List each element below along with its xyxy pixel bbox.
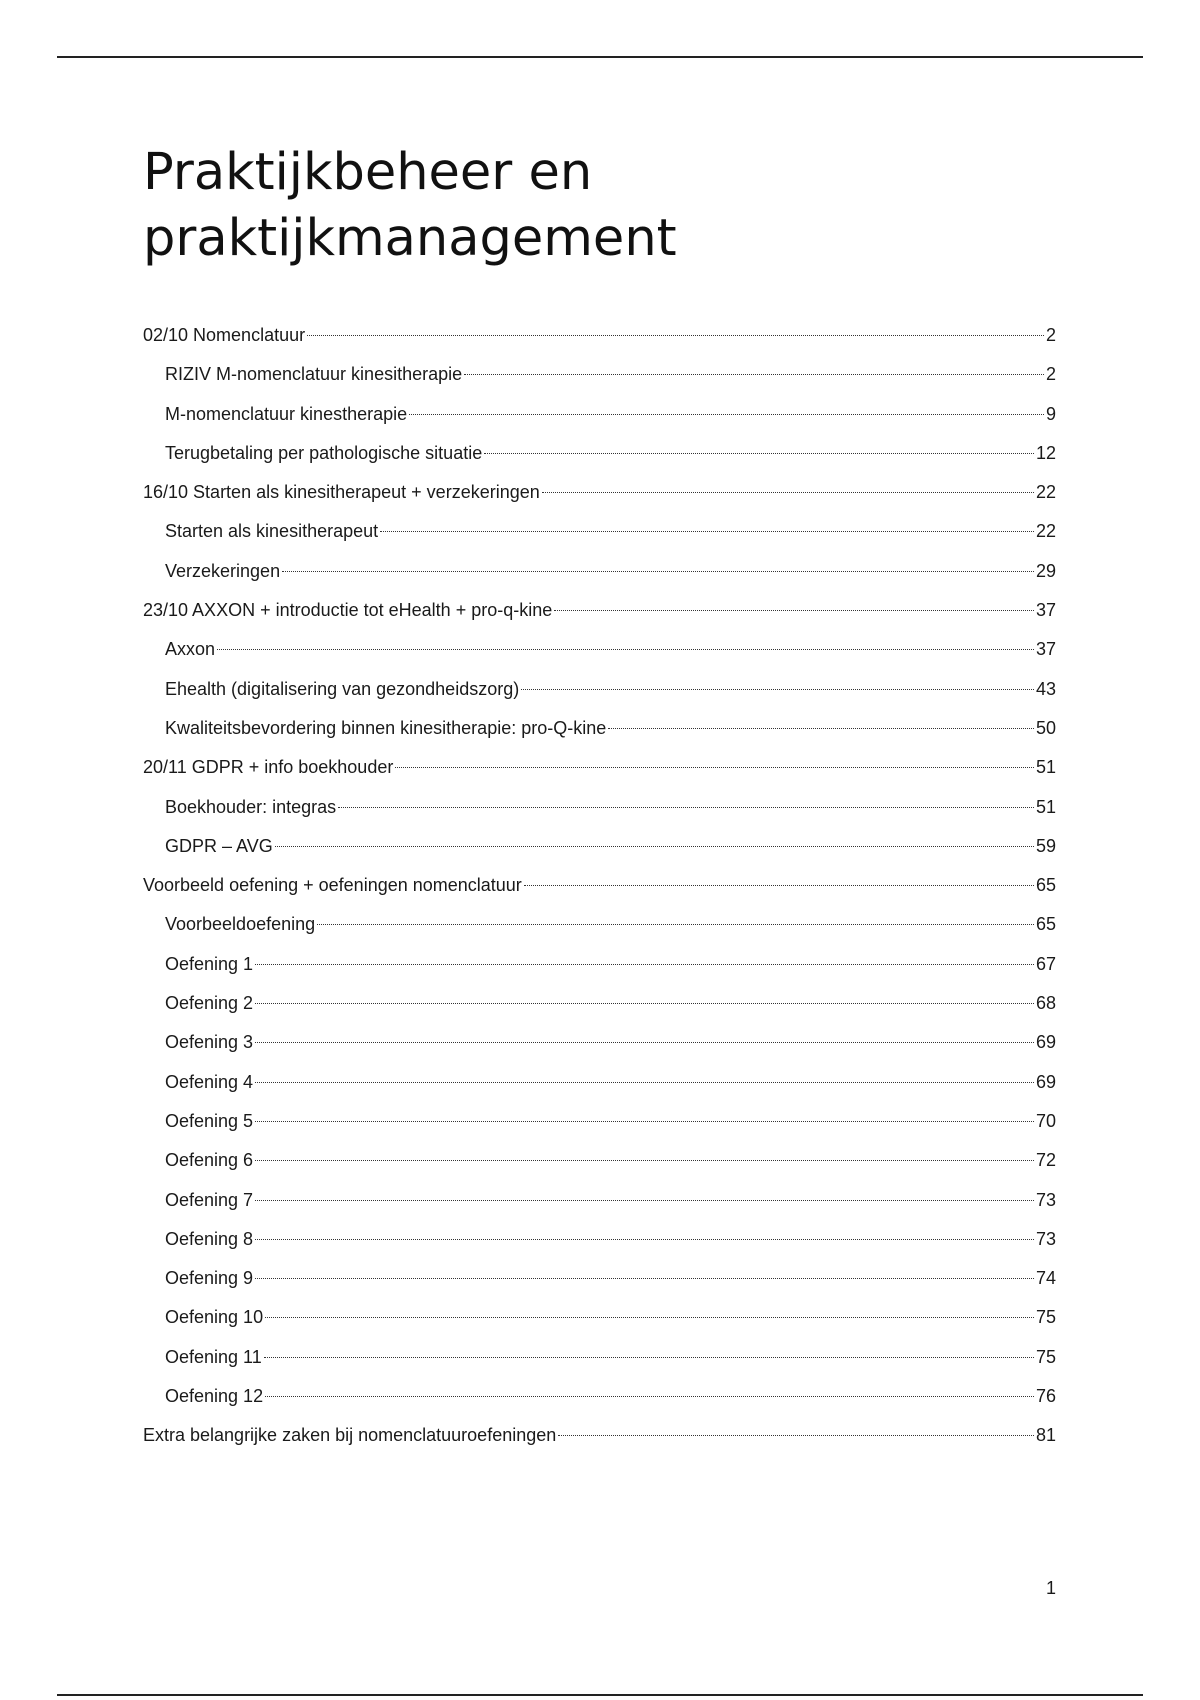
header-rule [57,56,1143,58]
toc-section-entry[interactable] [143,591,1056,630]
toc-entry-page: 70 [1035,1110,1056,1131]
toc-entry-page: 67 [1035,953,1056,974]
toc-dot-leader [464,374,1044,375]
toc-entry-page: 68 [1035,993,1056,1014]
toc-entry-label: Boekhouder: integras [165,796,337,817]
toc-entry-page: 22 [1035,521,1056,542]
toc-subsection-entry[interactable] [143,630,1056,669]
toc-entry-label: Extra belangrijke zaken bij nomenclatuuroefeningen [143,1425,557,1446]
toc-subsection-entry[interactable] [143,1338,1056,1377]
toc-section-entry[interactable] [143,473,1056,512]
toc-entry-page: 65 [1035,914,1056,935]
toc-subsection-entry[interactable] [143,1102,1056,1141]
toc-entry-label: Oefening 11 [165,1346,262,1367]
toc-section-entry[interactable] [143,748,1056,787]
toc-subsection-entry[interactable] [143,709,1056,748]
footer-rule [57,1694,1143,1696]
toc-entry-label: RIZIV M-nomenclatuur kinesitherapie [165,364,463,385]
toc-subsection-entry[interactable] [143,512,1056,551]
toc-dot-leader [542,492,1034,493]
toc-dot-leader [608,728,1034,729]
toc-subsection-entry[interactable] [143,945,1056,984]
toc-dot-leader [255,1239,1034,1240]
toc-subsection-entry[interactable] [143,395,1056,434]
toc-subsection-entry[interactable] [143,1141,1056,1180]
toc-dot-leader [558,1435,1034,1436]
toc-entry-page: 59 [1035,835,1056,856]
toc-entry-page: 29 [1035,560,1056,581]
toc-subsection-entry[interactable] [143,1181,1056,1220]
toc-entry-page: 69 [1035,1032,1056,1053]
toc-entry-page: 9 [1045,403,1056,424]
page-number: 1 [1045,1578,1056,1598]
toc-dot-leader [524,885,1034,886]
toc-entry-label: Ehealth (digitalisering van gezondheidszorg) [165,678,520,699]
toc-subsection-entry[interactable] [143,1023,1056,1062]
toc-subsection-entry[interactable] [143,984,1056,1023]
toc-subsection-entry[interactable] [143,670,1056,709]
toc-subsection-entry[interactable] [143,552,1056,591]
toc-entry-label: Voorbeeld oefening + oefeningen nomenclatuur [143,875,522,896]
toc-dot-leader [554,610,1034,611]
toc-entry-label: 20/11 GDPR + info boekhouder [143,757,394,778]
toc-subsection-entry[interactable] [143,355,1056,394]
toc-entry-label: Oefening 10 [165,1307,264,1328]
toc-entry-label: Oefening 8 [165,1228,254,1249]
toc-entry-page: 22 [1035,482,1056,503]
document-title: Praktijkbeheer en praktijkmanagement [143,143,677,268]
toc-entry-label: M-nomenclatuur kinestherapie [165,403,408,424]
toc-entry-page: 75 [1035,1307,1056,1328]
toc-subsection-entry[interactable] [143,1259,1056,1298]
toc-dot-leader [255,1200,1034,1201]
toc-subsection-entry[interactable] [143,1063,1056,1102]
toc-section-entry[interactable] [143,866,1056,905]
toc-entry-label: Oefening 5 [165,1110,254,1131]
toc-dot-leader [380,531,1034,532]
toc-entry-page: 51 [1035,757,1056,778]
toc-entry-label: Terugbetaling per pathologische situatie [165,442,483,463]
toc-entry-label: Oefening 7 [165,1189,254,1210]
toc-section-entry[interactable] [143,316,1056,355]
toc-entry-page: 73 [1035,1228,1056,1249]
toc-entry-page: 43 [1035,678,1056,699]
toc-entry-label: Oefening 2 [165,993,254,1014]
toc-subsection-entry[interactable] [143,905,1056,944]
toc-entry-label: GDPR – AVG [165,835,273,856]
toc-entry-label: Verzekeringen [165,560,281,581]
toc-entry-page: 69 [1035,1071,1056,1092]
toc-dot-leader [395,767,1034,768]
toc-dot-leader [338,807,1034,808]
toc-dot-leader [255,1121,1034,1122]
toc-dot-leader [264,1357,1034,1358]
toc-entry-page: 75 [1035,1346,1056,1367]
toc-entry-page: 76 [1035,1386,1056,1407]
toc-entry-label: Oefening 9 [165,1268,254,1289]
toc-entry-page: 2 [1045,364,1056,385]
toc-entry-label: 02/10 Nomenclatuur [143,325,306,345]
toc-entry-page: 37 [1035,639,1056,660]
toc-entry-page: 72 [1035,1150,1056,1171]
toc-subsection-entry[interactable] [143,788,1056,827]
toc-dot-leader [521,689,1034,690]
table-of-contents [143,316,1056,1456]
toc-subsection-entry[interactable] [143,434,1056,473]
toc-dot-leader [282,571,1034,572]
toc-entry-page: 12 [1035,442,1056,463]
toc-entry-page: 2 [1045,325,1056,345]
toc-dot-leader [255,1160,1034,1161]
toc-dot-leader [265,1317,1034,1318]
toc-dot-leader [255,964,1034,965]
toc-subsection-entry[interactable] [143,827,1056,866]
toc-entry-label: Starten als kinesitherapeut [165,521,379,542]
toc-dot-leader [255,1082,1034,1083]
toc-entry-label: Kwaliteitsbevordering binnen kinesitherapie: pro-Q-kine [165,717,607,738]
toc-entry-label: 23/10 AXXON + introductie tot eHealth + pro-q-kine [143,600,553,621]
toc-entry-label: Oefening 6 [165,1150,254,1171]
toc-entry-page: 73 [1035,1189,1056,1210]
toc-entry-page: 81 [1035,1425,1056,1446]
toc-entry-label: 16/10 Starten als kinesitherapeut + verzekeringen [143,482,540,503]
toc-dot-leader [484,453,1034,454]
toc-dot-leader [217,649,1034,650]
toc-entry-label: Oefening 1 [165,953,254,974]
toc-entry-page: 51 [1035,796,1056,817]
toc-dot-leader [255,1042,1034,1043]
toc-dot-leader [409,414,1044,415]
toc-subsection-entry[interactable] [143,1377,1056,1416]
toc-dot-leader [265,1396,1034,1397]
toc-entry-label: Voorbeeldoefening [165,914,316,935]
toc-dot-leader [317,924,1034,925]
toc-entry-page: 65 [1035,875,1056,896]
toc-entry-page: 74 [1035,1268,1056,1289]
toc-dot-leader [307,335,1044,336]
toc-entry-label: Oefening 12 [165,1386,264,1407]
toc-subsection-entry[interactable] [143,1298,1056,1337]
toc-entry-page: 37 [1035,600,1056,621]
toc-section-entry[interactable] [143,1416,1056,1455]
toc-entry-label: Axxon [165,639,216,660]
toc-entry-page: 50 [1035,717,1056,738]
toc-entry-label: Oefening 3 [165,1032,254,1053]
toc-entry-label: Oefening 4 [165,1071,254,1092]
toc-subsection-entry[interactable] [143,1220,1056,1259]
toc-dot-leader [255,1278,1034,1279]
toc-dot-leader [255,1003,1034,1004]
toc-dot-leader [275,846,1034,847]
